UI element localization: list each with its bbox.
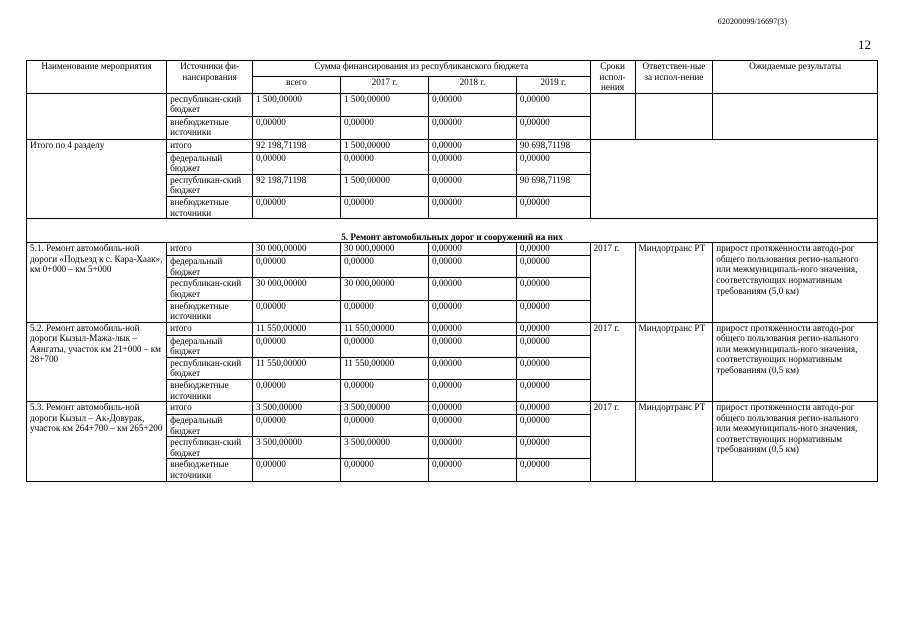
source-cell: внебюджетные источники <box>167 459 253 481</box>
amount-2018: 0,00000 <box>428 139 516 152</box>
item-name: 5.1. Ремонт автомобиль-ной дороги «Подъезд к с. Кара-Хаак», км 0+000 – км 5+000 <box>27 243 167 322</box>
amount-2019: 0,00000 <box>516 243 590 256</box>
amount-2017: 1 500,00000 <box>340 174 428 196</box>
table-row <box>27 402 878 415</box>
amount-2018: 0,00000 <box>428 300 516 322</box>
amount-total: 0,00000 <box>253 197 341 219</box>
header-2018: 2018 г. <box>428 77 516 93</box>
amount-2019: 0,00000 <box>516 322 590 335</box>
amount-2019: 0,00000 <box>516 278 590 300</box>
amount-total: 0,00000 <box>253 300 341 322</box>
name-cell-empty <box>27 93 167 139</box>
amount-total: 30 000,00000 <box>253 243 341 256</box>
source-cell: республикан-ский бюджет <box>167 278 253 300</box>
amount-2017: 11 550,00000 <box>340 322 428 335</box>
amount-total: 3 500,00000 <box>253 437 341 459</box>
amount-total: 1 500,00000 <box>253 93 341 116</box>
header-2019: 2019 г. <box>516 77 590 93</box>
table-row <box>27 139 878 152</box>
page-number: 12 <box>858 37 871 52</box>
amount-2019: 0,00000 <box>516 116 590 139</box>
source-cell: федеральный бюджет <box>167 152 253 174</box>
source-cell: итого <box>167 243 253 256</box>
amount-2018: 0,00000 <box>428 335 516 357</box>
amount-2019: 0,00000 <box>516 402 590 415</box>
amount-2018: 0,00000 <box>428 437 516 459</box>
source-cell: республикан-ский бюджет <box>167 437 253 459</box>
amount-2019: 0,00000 <box>516 256 590 278</box>
amount-2017: 0,00000 <box>340 335 428 357</box>
item-responsible: Миндортранс РТ <box>635 402 713 481</box>
amount-2017: 3 500,00000 <box>340 437 428 459</box>
header-total: всего <box>253 77 341 93</box>
amount-2018: 0,00000 <box>428 322 516 335</box>
amount-2018: 0,00000 <box>428 459 516 481</box>
source-cell: республикан-ский бюджет <box>167 174 253 196</box>
source-cell: федеральный бюджет <box>167 335 253 357</box>
table-row <box>27 243 878 256</box>
amount-2017: 30 000,00000 <box>340 243 428 256</box>
amount-2017: 3 500,00000 <box>340 402 428 415</box>
amount-total: 0,00000 <box>253 415 341 437</box>
total4-empty <box>590 139 877 218</box>
item-name: 5.3. Ремонт автомобиль-ной дороги Кызыл – Ак-Довурак, участок км 264+700 – км 265+200 <box>27 402 167 481</box>
amount-2018: 0,00000 <box>428 278 516 300</box>
amount-2018: 0,00000 <box>428 116 516 139</box>
source-cell: федеральный бюджет <box>167 415 253 437</box>
amount-2019: 0,00000 <box>516 152 590 174</box>
amount-total: 92 198,71198 <box>253 174 341 196</box>
amount-2018: 0,00000 <box>428 415 516 437</box>
amount-2018: 0,00000 <box>428 152 516 174</box>
amount-2017: 0,00000 <box>340 459 428 481</box>
source-cell: внебюджетные источники <box>167 197 253 219</box>
amount-total: 11 550,00000 <box>253 322 341 335</box>
source-cell: внебюджетные источники <box>167 379 253 401</box>
item-result: прирост протяженности автодо-рог общего пользования регио-нального или межмуниципаль-ного значения, соответствующих нормативным требованиям (0,5 км) <box>713 402 878 481</box>
section-title: 5. Ремонт автомобильных дорог и сооружений на них <box>27 219 878 243</box>
document-id: 620200099/16697(3) <box>717 17 787 26</box>
amount-2017: 0,00000 <box>340 415 428 437</box>
source-cell: внебюджетные источники <box>167 116 253 139</box>
amount-2017: 0,00000 <box>340 116 428 139</box>
amount-2019: 0,00000 <box>516 437 590 459</box>
header-row <box>27 61 878 77</box>
amount-2017: 0,00000 <box>340 197 428 219</box>
source-cell: итого <box>167 139 253 152</box>
header-name: Наименование мероприятия <box>27 61 167 94</box>
amount-2019: 0,00000 <box>516 300 590 322</box>
total4-label: Итого по 4 разделу <box>27 139 167 218</box>
amount-2017: 0,00000 <box>340 300 428 322</box>
source-cell: федеральный бюджет <box>167 256 253 278</box>
header-source: Источники фи-нансирования <box>167 61 253 94</box>
financing-table <box>26 60 878 482</box>
item-result: прирост протяженности автодо-рог общего пользования регио-нального или межмуниципаль-ного значения, соответствующих нормативным требованиям (5,0 км) <box>713 243 878 322</box>
header-results: Ожидаемые результаты <box>713 61 878 94</box>
source-cell: республикан-ский бюджет <box>167 357 253 379</box>
item-result: прирост протяженности автодо-рог общего пользования регио-нального или межмуниципаль-ного значения, соответствующих нормативным требованиям (0,5 км) <box>713 322 878 401</box>
amount-2017: 0,00000 <box>340 379 428 401</box>
amount-2018: 0,00000 <box>428 357 516 379</box>
table-row <box>27 93 878 116</box>
item-term: 2017 г. <box>590 402 635 481</box>
amount-total: 92 198,71198 <box>253 139 341 152</box>
item-responsible: Миндортранс РТ <box>635 322 713 401</box>
amount-2018: 0,00000 <box>428 379 516 401</box>
item-name: 5.2. Ремонт автомобиль-ной дороги Кызыл-Мажа-лык – Аянгаты, участок км 21+000 – км 28+700 <box>27 322 167 401</box>
amount-2017: 1 500,00000 <box>340 93 428 116</box>
amount-2019: 0,00000 <box>516 379 590 401</box>
amount-2019: 0,00000 <box>516 335 590 357</box>
results-cell-empty <box>713 93 878 139</box>
item-responsible: Миндортранс РТ <box>635 243 713 322</box>
amount-2017: 0,00000 <box>340 152 428 174</box>
amount-2018: 0,00000 <box>428 197 516 219</box>
amount-2019: 0,00000 <box>516 357 590 379</box>
amount-2018: 0,00000 <box>428 243 516 256</box>
amount-2018: 0,00000 <box>428 174 516 196</box>
item-term: 2017 г. <box>590 322 635 401</box>
amount-2019: 0,00000 <box>516 93 590 116</box>
amount-2017: 11 550,00000 <box>340 357 428 379</box>
table-row <box>27 322 878 335</box>
amount-total: 30 000,00000 <box>253 278 341 300</box>
header-sum: Сумма финансирования из республиканского бюджета <box>253 61 591 77</box>
amount-total: 3 500,00000 <box>253 402 341 415</box>
amount-total: 11 550,00000 <box>253 357 341 379</box>
header-terms: Сроки испол-нения <box>590 61 635 94</box>
amount-2017: 30 000,00000 <box>340 278 428 300</box>
source-cell: республикан-ский бюджет <box>167 93 253 116</box>
amount-2019: 0,00000 <box>516 197 590 219</box>
header-responsible: Ответствен-ные за испол-нение <box>635 61 713 94</box>
amount-2018: 0,00000 <box>428 256 516 278</box>
amount-2019: 90 698,71198 <box>516 174 590 196</box>
amount-2019: 90 698,71198 <box>516 139 590 152</box>
amount-total: 0,00000 <box>253 152 341 174</box>
amount-total: 0,00000 <box>253 379 341 401</box>
source-cell: внебюджетные источники <box>167 300 253 322</box>
amount-2018: 0,00000 <box>428 93 516 116</box>
amount-total: 0,00000 <box>253 256 341 278</box>
item-term: 2017 г. <box>590 243 635 322</box>
amount-2017: 1 500,00000 <box>340 139 428 152</box>
source-cell: итого <box>167 322 253 335</box>
amount-2017: 0,00000 <box>340 256 428 278</box>
amount-total: 0,00000 <box>253 459 341 481</box>
amount-2019: 0,00000 <box>516 459 590 481</box>
source-cell: итого <box>167 402 253 415</box>
responsible-cell-empty <box>635 93 713 139</box>
terms-cell-empty <box>590 93 635 139</box>
header-2017: 2017 г. <box>340 77 428 93</box>
amount-2018: 0,00000 <box>428 402 516 415</box>
amount-total: 0,00000 <box>253 116 341 139</box>
amount-total: 0,00000 <box>253 335 341 357</box>
table-row <box>27 219 878 243</box>
amount-2019: 0,00000 <box>516 415 590 437</box>
